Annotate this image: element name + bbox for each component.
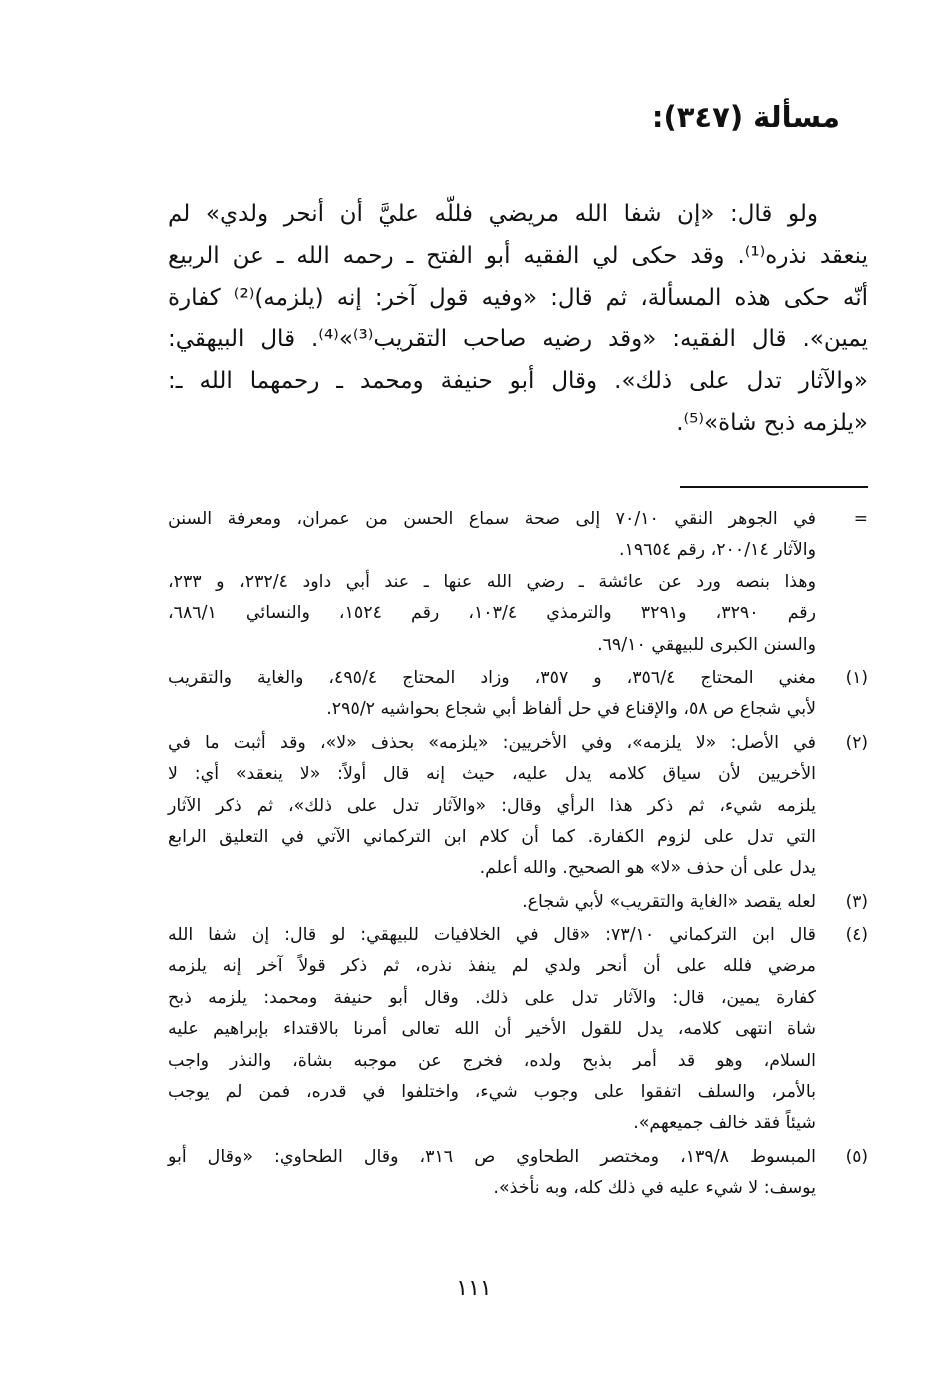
footnote-line: والسنن الكبرى للبيهقي ٦٩/١٠. [597, 634, 816, 655]
body-line: أنّه حكى هذه المسألة، ثم قال: «وفيه قول آخر: إنه (يلزمه)⁽²⁾ كفارة [168, 284, 868, 311]
footnote-label: (٣) [845, 891, 868, 912]
footnote-1 [168, 663, 868, 726]
footnote-line: لأبي شجاع ص ٥٨، والإقناع في حل ألفاظ أبي شجاع بحواشيه ٢٩٥/٢. [326, 699, 816, 720]
footnote-line: يدل على أن حذف «لا» هو الصحيح. والله أعلم. [479, 858, 816, 879]
footnote-line: في الجوهر النقي ٧٠/١٠ إلى صحة سماع الحسن من عمران، ومعرفة السنن [168, 509, 816, 529]
footnote-label: (٥) [845, 1146, 868, 1167]
footnote-line: يلزمه شيء، ثم ذكر هذا الرأي وقال: «والآثار تدل على ذلك»، ثم ذكر الآثار [168, 795, 816, 816]
footnote-3 [168, 887, 868, 918]
body-line: «يلزمه ذبح شاة»⁽⁵⁾. [676, 409, 868, 436]
body-line: يمين». قال الفقيه: «وقد رضيه صاحب التقريب⁽³⁾»⁽⁴⁾. قال البيهقي: [168, 326, 868, 353]
footnote-line: لعله يقصد «الغاية والتقريب» لأبي شجاع. [522, 891, 816, 912]
footnote-line: الأخريين لأن سياق كلامه يدل عليه، حيث إنه قال أولاً: «لا ينعقد» أي: لا [168, 764, 816, 785]
page-number: ١١١ [456, 1276, 492, 1301]
footnote-line: مغني المحتاج ٣٥٦/٤، و ٣٥٧، وزاد المحتاج ٤٩٥/٤، والغاية والتقريب [168, 667, 816, 688]
footnote-line: السلام، وهو قد أمر بذبح ولده، فخرج عن موجبه بشاة، والنذر واجب [168, 1050, 816, 1071]
footnote-line: التي تدل على لزوم الكفارة. كما أن كلام ابن التركماني الآتي في التعليق الرابع [168, 826, 816, 847]
footnote-line: كفارة يمين، قال: والآثار تدل على ذلك. وقال أبو حنيفة ومحمد: يلزمه ذبح [168, 987, 816, 1008]
footnote-line: قال ابن التركماني ٧٣/١٠: «قال في الخلافيات للبيهقي: لو قال: إن شفا الله [168, 925, 816, 946]
footnote-separator [680, 486, 868, 488]
footnote-line: مرضي فلله على أن أنحر ولدي لم ينفذ نذره، ثم ذكر قولاً آخر إنه يلزمه [168, 956, 816, 977]
footnote-2 [168, 728, 868, 885]
footnote-line: وهذا بنصه ورد عن عائشة ـ رضي الله عنها ـ عند أبي داود ٢٣٢/٤، و ٢٣٣، [168, 571, 816, 592]
body-line: ولو قال: «إن شفا الله مريضي فللّه عليَّ أن أنحر ولدي» لم [168, 201, 818, 227]
footnote-5 [168, 1142, 868, 1205]
footnote-line: شاة انتهى كلامه، يدل للقول الأخير أن الله تعالى أمرنا بالاقتداء بإبراهيم عليه [168, 1019, 816, 1040]
footnote-label: = [853, 509, 868, 529]
footnote-label: (٤) [845, 925, 868, 946]
footnote-line: شيئاً فقد خالف جميعهم». [633, 1113, 816, 1134]
footnote-line: في الأصل: «لا يلزمه»، وفي الأخريين: «يلزمه» بحذف «لا»، وقد أثبت ما في [168, 732, 816, 753]
footnote-4 [168, 920, 868, 1140]
footnote-line: بالأمر، والسلف اتفقوا على وجوب شيء، واختلفوا في قدره، فمن لم يوجب [168, 1082, 816, 1103]
body-line: ينعقد نذره⁽¹⁾. وقد حكى لي الفقيه أبو الفتح ـ رحمه الله ـ عن الربيع [168, 242, 868, 269]
footnote-continuation [168, 504, 868, 661]
footnote-line: المبسوط ١٣٩/٨، ومختصر الطحاوي ص ٣١٦، وقال الطحاوي: «وقال أبو [168, 1146, 816, 1167]
footnotes [168, 504, 868, 1207]
footnote-label: (٢) [845, 732, 868, 753]
footnote-line: والآثار ٢٠٠/١٤، رقم ١٩٦٥٤. [619, 540, 816, 561]
issue-heading: مسألة (٣٤٧): [651, 100, 840, 134]
footnote-label: (١) [845, 667, 868, 688]
main-text [168, 194, 868, 445]
footnote-line: يوسف: لا شيء عليه في ذلك كله، وبه نأخذ». [493, 1178, 816, 1199]
footnote-line: رقم ٣٢٩٠، و٣٢٩١ والترمذي ١٠٣/٤، رقم ١٥٢٤، والنسائي ٦٨٦/١، [168, 603, 816, 624]
body-line: «والآثار تدل على ذلك». وقال أبو حنيفة ومحمد ـ رحمهما الله ـ: [168, 368, 868, 395]
